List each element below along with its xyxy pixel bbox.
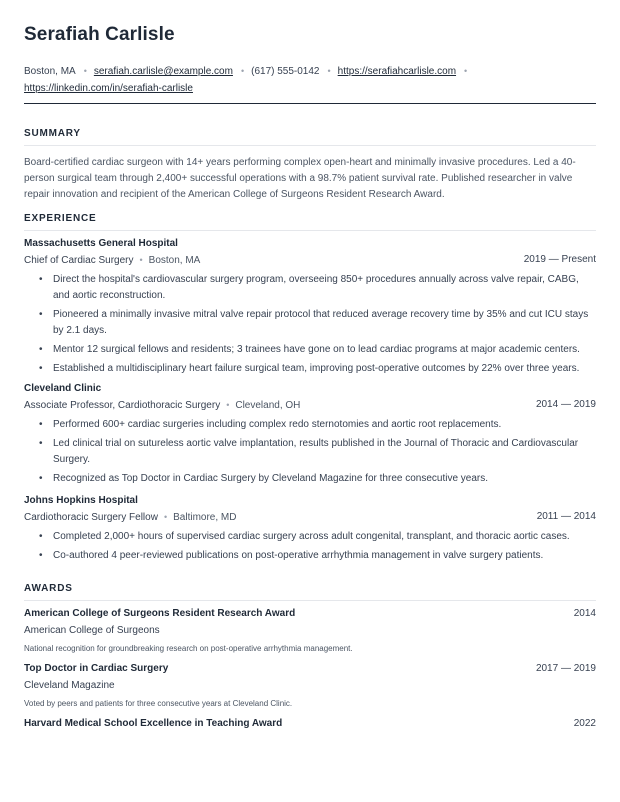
bullet-item [24,529,596,545]
awards-heading: AWARDS [24,583,73,594]
candidate-name: Serafiah Carlisle [24,24,175,45]
linkedin-link[interactable]: https://linkedin.com/in/serafiah-carlisle [24,83,193,94]
award-entry [24,662,596,710]
job-location: Baltimore, MD [173,512,237,523]
bullet-item [24,272,596,304]
bullet-item [24,307,596,339]
bullet-icon: • [39,363,43,374]
bullet-text: Recognized as Top Doctor in Cardiac Surgery by Cleveland Magazine for three consecutive years. [53,473,489,484]
bullet-icon: • [39,438,43,449]
bullet-item [24,548,596,564]
bullet-text: Performed 600+ cardiac surgeries including complex redo sternotomies and aortic root replacements. [53,419,502,430]
job-dates: 2019 — Present [523,254,596,265]
bullet-item [24,342,596,358]
bullet-icon: • [39,419,43,430]
bullet-text: Established a multidisciplinary heart failure surgical team, improving post-operative outcomes by 22% over three years. [53,363,580,374]
job-bullets [24,529,596,564]
website-link[interactable]: https://serafiahcarlisle.com [337,66,457,77]
award-title-row [24,717,596,731]
award-title: Top Doctor in Cardiac Surgery [24,663,169,674]
award-entry [24,717,596,731]
separator-dot: • [327,66,331,76]
summary-divider [24,145,596,146]
job-meta [24,510,596,525]
award-org: Cleveland Magazine [24,680,115,691]
contact-info [24,63,596,97]
job-entry [24,237,596,380]
job-company: Cleveland Clinic [24,383,102,394]
bullet-item [24,436,596,468]
bullet-icon: • [39,309,43,320]
job-company: Johns Hopkins Hospital [24,495,138,506]
award-entry [24,607,596,655]
award-year: 2014 [573,608,596,619]
award-title: American College of Surgeons Resident Research Award [24,608,296,619]
separator-dot: • [83,66,87,76]
experience-heading: EXPERIENCE [24,213,97,224]
job-entry [24,382,596,490]
bullet-text: Mentor 12 surgical fellows and residents; 3 trainees have gone on to lead cardiac programs at major academic centers. [53,344,580,355]
award-title-row [24,662,596,676]
phone-text: (617) 555-0142 [251,66,320,77]
location-text: Boston, MA [24,66,76,77]
award-year: 2022 [573,718,596,729]
job-role: Associate Professor, Cardiothoracic Surgery [24,400,221,411]
bullet-item [24,471,596,487]
job-dates: 2014 — 2019 [535,399,596,410]
bullet-item [24,417,596,433]
award-org: American College of Surgeons [24,625,160,636]
job-meta [24,253,596,268]
summary-text: Board-certified cardiac surgeon with 14+ years performing complex open-heart and minimally invasive procedures. Led a 40-person surgical team through 2,400+ successful operations with a 98.7% patient survival rate. Published researcher in valve repair innovation and recipient of the American College of Surgeons Resident Research Award. [24,157,576,200]
bullet-icon: • [39,550,43,561]
separator-dot: • [464,66,468,76]
job-entry [24,494,596,567]
experience-divider [24,230,596,231]
award-desc: Voted by peers and patients for three consecutive years at Cleveland Clinic. [24,699,293,708]
separator-dot: • [226,400,230,410]
bullet-icon: • [39,274,43,285]
separator-dot: • [139,255,143,265]
job-location: Cleveland, OH [235,400,301,411]
job-meta [24,398,596,413]
bullet-text: Pioneered a minimally invasive mitral valve repair protocol that reduced average recovery time by 35% and cut ICU stays by 2.1 days. [53,309,589,336]
bullet-icon: • [39,473,43,484]
bullet-text: Direct the hospital's cardiovascular surgery program, overseeing 850+ procedures annually across valve repair, CABG, and aortic reconstruction. [53,274,579,301]
bullet-text: Led clinical trial on sutureless aortic valve implantation, results published in the Journal of Thoracic and Cardiovascular Surgery. [53,438,579,465]
bullet-text: Completed 2,000+ hours of supervised cardiac surgery across adult congenital, transplant, and thoracic aortic cases. [53,531,570,542]
bullet-item [24,361,596,377]
job-bullets [24,272,596,377]
job-location: Boston, MA [148,255,201,266]
job-role: Cardiothoracic Surgery Fellow [24,512,158,523]
separator-dot: • [163,512,168,522]
award-desc: National recognition for groundbreaking research on post-operative arrhythmia management. [24,644,353,653]
separator-dot: • [240,66,245,76]
award-year: 2017 — 2019 [535,663,596,674]
bullet-text: Co-authored 4 peer-reviewed publications on post-operative arrhythmia management in valve surgery patients. [53,550,544,561]
awards-divider [24,600,596,601]
header-divider [24,103,596,104]
award-title-row [24,607,596,621]
email-link[interactable]: serafiah.carlisle@example.com [93,66,233,77]
job-company: Massachusetts General Hospital [24,238,178,249]
job-bullets [24,417,596,487]
summary-heading: SUMMARY [24,128,81,139]
job-dates: 2011 — 2014 [536,511,596,522]
award-title: Harvard Medical School Excellence in Teaching Award [24,718,283,729]
bullet-icon: • [39,531,43,542]
job-role: Chief of Cardiac Surgery [24,255,134,266]
bullet-icon: • [39,344,43,355]
